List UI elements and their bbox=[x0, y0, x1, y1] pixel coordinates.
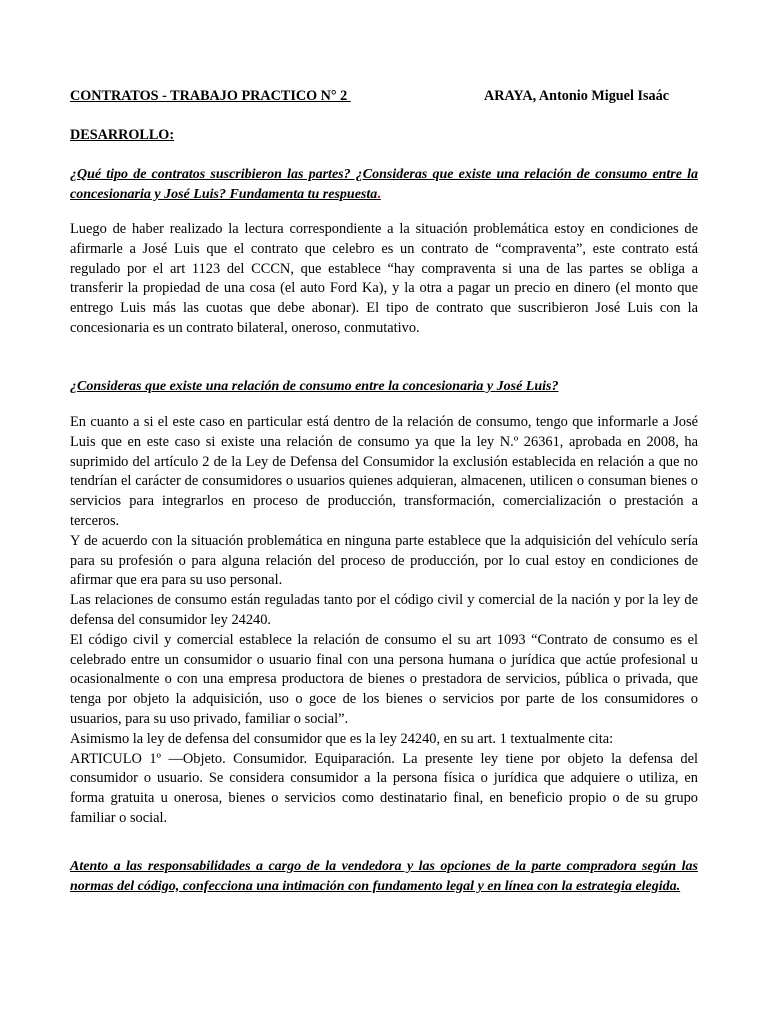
section-heading: DESARROLLO: bbox=[70, 127, 175, 143]
answer-2-paragraph-6: ARTICULO 1º —Objeto. Consumidor. Equiparación. La presente ley tiene por objeto la defensa del consumidor o usuario. Se considera consumidor a la persona física o jurídica que adquiere o utiliza, en forma gratuita u onerosa, bienes o servicios como destinatario final, en beneficio propio o de su grupo familiar o social. bbox=[70, 750, 698, 826]
document-title: CONTRATOS - TRABAJO PRACTICO N° 2 bbox=[70, 88, 351, 104]
answer-2-paragraph-1: En cuanto a si el este caso en particular está dentro de la relación de consumo, tengo que informarle a José Luis que en este caso si existe una relación de consumo ya que la ley N.º 26361, aprobada en 2008, ha suprimido del artículo 2 de la Ley de Defensa del Consumidor la exclusión establecida en relación a que no tendrían el carácter de consumidores o usuarios quienes adquieran, almacenen, utilicen o consuman bienes o servicios para integrarlos en proceso de producción, transformación, comercialización o prestación a terceros. bbox=[70, 414, 698, 529]
answer-1 bbox=[70, 220, 698, 339]
answer-2-paragraph-3: Las relaciones de consumo están reguladas tanto por el código civil y comercial de la nación y por la ley de defensa del consumidor ley 24240. bbox=[70, 592, 698, 628]
answer-2-paragraph-4: El código civil y comercial establece la relación de consumo el su art 1093 “Contrato de consumo es el celebrado entre un consumidor o usuario final con una persona humana o jurídica que actúe profesional u ocasionalmente o con una empresa productora de bienes o prestadora de servicios, pública o privada, que tenga por objeto la adquisición, uso o goce de los bienes o servicios por parte de los consumidores o usuarios, para su uso privado, familiar o social”. bbox=[70, 631, 698, 727]
question-1-text: ¿Qué tipo de contratos suscribieron las partes? ¿Consideras que existe una relación de consumo entre la concesionaria y José Luis? Fundamenta tu respuesta bbox=[70, 167, 698, 202]
question-3: Atento a las responsabilidades a cargo de la vendedora y las opciones de la parte compradora según las normas del código, confecciona una intimación con fundamento legal y en línea con la estrategia elegida. bbox=[70, 859, 698, 894]
answer-1-paragraph: Luego de haber realizado la lectura correspondiente a la situación problemática estoy en condiciones de afirmarle a José Luis que el contrato que celebro es un contrato de “compraventa”, este contrato está regulado por el art 1123 del CCCN, que establece “hay compraventa si una de las partes se obliga a transferir la propiedad de una cosa (el auto Ford Ka), y la otra a pagar un precio en dinero (el monto que entrego Luis más las cuotas que debe abonar). El tipo de contrato que suscribieron José Luis con la concesionaria es un contrato bilateral, oneroso, conmutativo. bbox=[70, 221, 698, 336]
answer-2-paragraph-2: Y de acuerdo con la situación problemática en ninguna parte establece que la adquisición del vehículo sería para su profesión o para alguna relación del proceso de producción, por lo cual estoy en condiciones de afirmar que era para su uso personal. bbox=[70, 532, 698, 589]
question-1-end-mark: . bbox=[377, 186, 381, 202]
question-1 bbox=[70, 165, 698, 204]
answer-2 bbox=[70, 413, 698, 829]
question-2: ¿Consideras que existe una relación de consumo entre la concesionaria y José Luis? bbox=[70, 379, 559, 394]
document-header bbox=[70, 86, 700, 106]
answer-2-paragraph-5: Asimismo la ley de defensa del consumidor que es la ley 24240, en su art. 1 textualmente cita: bbox=[70, 730, 614, 747]
author-name: ARAYA, Antonio Miguel Isaác bbox=[484, 88, 669, 104]
